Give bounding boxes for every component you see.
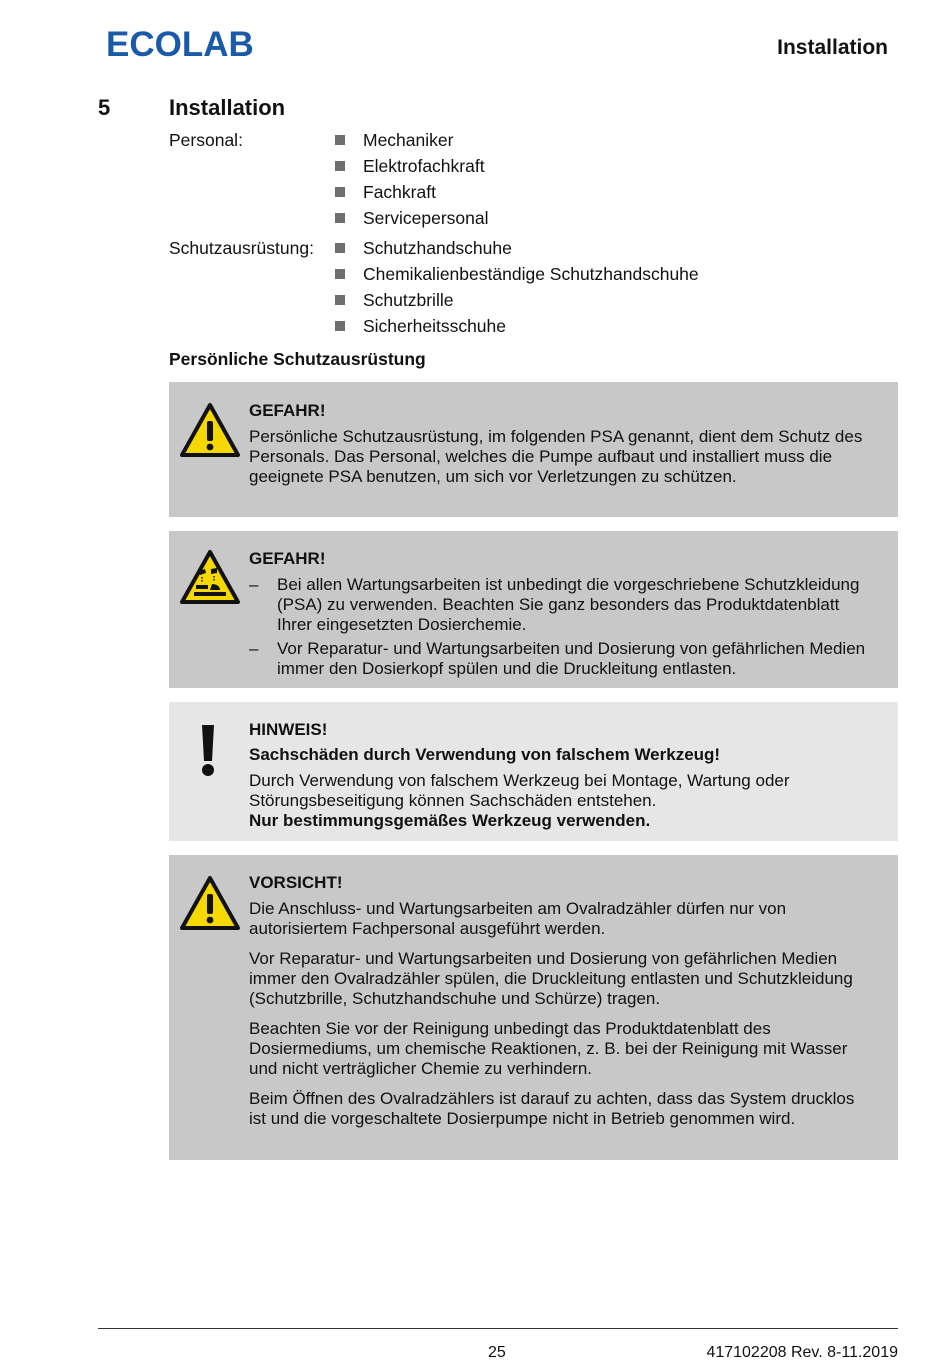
list-item: Servicepersonal <box>335 205 488 231</box>
equipment-list <box>335 235 699 339</box>
personnel-group <box>169 127 889 231</box>
notice-text: Durch Verwendung von falschem Werkzeug bei Montage, Wartung oder Störungsbeseitigung können Sachschäden entstehen. <box>249 771 790 810</box>
corrosive-warning-icon <box>179 549 241 605</box>
warning-triangle-icon <box>179 875 241 931</box>
danger-notice-1-content <box>249 401 876 487</box>
equipment-label: Schutzausrüstung: <box>169 238 314 258</box>
section-subheading: Persönliche Schutzausrüstung <box>169 349 426 369</box>
notice-paragraph: Vor Reparatur- und Wartungsarbeiten und Dosierung von gefährlichen Medien immer den Ovalradzähler spülen, die Druckleitung entlasten und Schutzkleidung (Schutzbrille, Schutzhandschuhe und Schürze) tragen. <box>249 949 853 1008</box>
notice-action: Nur bestimmungsgemäßes Werkzeug verwenden. <box>249 811 651 830</box>
signal-word: HINWEIS! <box>249 720 328 739</box>
danger-notice-2-content <box>249 549 876 679</box>
exclamation-icon <box>199 722 217 778</box>
caution-notice <box>169 855 898 1160</box>
chapter-title: Installation <box>169 95 286 120</box>
chapter-number: 5 <box>98 95 111 120</box>
warning-triangle-icon <box>179 402 241 458</box>
document-reference: 417102208 Rev. 8-11.2019 <box>706 1344 898 1361</box>
signal-word: GEFAHR! <box>249 401 326 420</box>
list-item: Schutzbrille <box>335 287 699 313</box>
list-item: Elektrofachkraft <box>335 153 488 179</box>
ecolab-logo <box>106 27 266 63</box>
equipment-group <box>169 235 889 339</box>
caution-notice-content <box>249 873 876 1129</box>
notice-paragraph: Die Anschluss- und Wartungsarbeiten am Ovalradzähler dürfen nur von autorisiertem Fachpersonal ausgeführt werden. <box>249 899 787 938</box>
requirements-block <box>169 127 889 339</box>
notice-paragraph: Beachten Sie vor der Reinigung unbedingt das Produktdatenblatt des Dosiermediums, um chemische Reaktionen, z. B. bei der Reinigung mit Wasser und nicht verträglicher Chemie zu verhindern. <box>249 1019 848 1078</box>
notice-headline: Sachschäden durch Verwendung von falschem Werkzeug! <box>249 745 721 764</box>
list-item: Schutzhandschuhe <box>335 235 699 261</box>
footer-divider <box>98 1328 898 1329</box>
hint-notice-content <box>249 720 876 831</box>
instruction-list <box>249 575 876 679</box>
list-item: Fachkraft <box>335 179 488 205</box>
list-item: Chemikalienbeständige Schutzhandschuhe <box>335 261 699 287</box>
page-number: 25 <box>488 1344 506 1361</box>
signal-word: GEFAHR! <box>249 549 326 568</box>
danger-notice-2 <box>169 531 898 688</box>
hint-notice <box>169 702 898 841</box>
header-title: Installation <box>777 36 888 59</box>
list-item: – Vor Reparatur- und Wartungsarbeiten und Dosierung von gefährlichen Medien immer den Dosierkopf spülen und die Druckleitung entlasten. <box>249 639 876 679</box>
list-item: Sicherheitsschuhe <box>335 313 699 339</box>
signal-word: VORSICHT! <box>249 873 343 892</box>
danger-notice-1 <box>169 382 898 517</box>
list-item: Mechaniker <box>335 127 488 153</box>
personnel-list <box>335 127 488 231</box>
logo-text: ECOLAB <box>106 25 254 64</box>
list-item: – Bei allen Wartungsarbeiten ist unbedingt die vorgeschriebene Schutzkleidung (PSA) zu verwenden. Beachten Sie ganz besonders das Produktdatenblatt Ihrer eingesetzten Dosierchemie. <box>249 575 876 635</box>
notice-text: Persönliche Schutzausrüstung, im folgenden PSA genannt, dient dem Schutz des Personals. Das Personal, welches die Pumpe aufbaut und installiert muss die geeignete PSA benutzen, um sich vor Verletzungen zu schützen. <box>249 427 863 486</box>
notice-paragraph: Beim Öffnen des Ovalradzählers ist darauf zu achten, dass das System drucklos ist und die vorgeschaltete Dosierpumpe nicht in Betrieb genommen wird. <box>249 1089 855 1128</box>
personnel-label: Personal: <box>169 130 243 150</box>
